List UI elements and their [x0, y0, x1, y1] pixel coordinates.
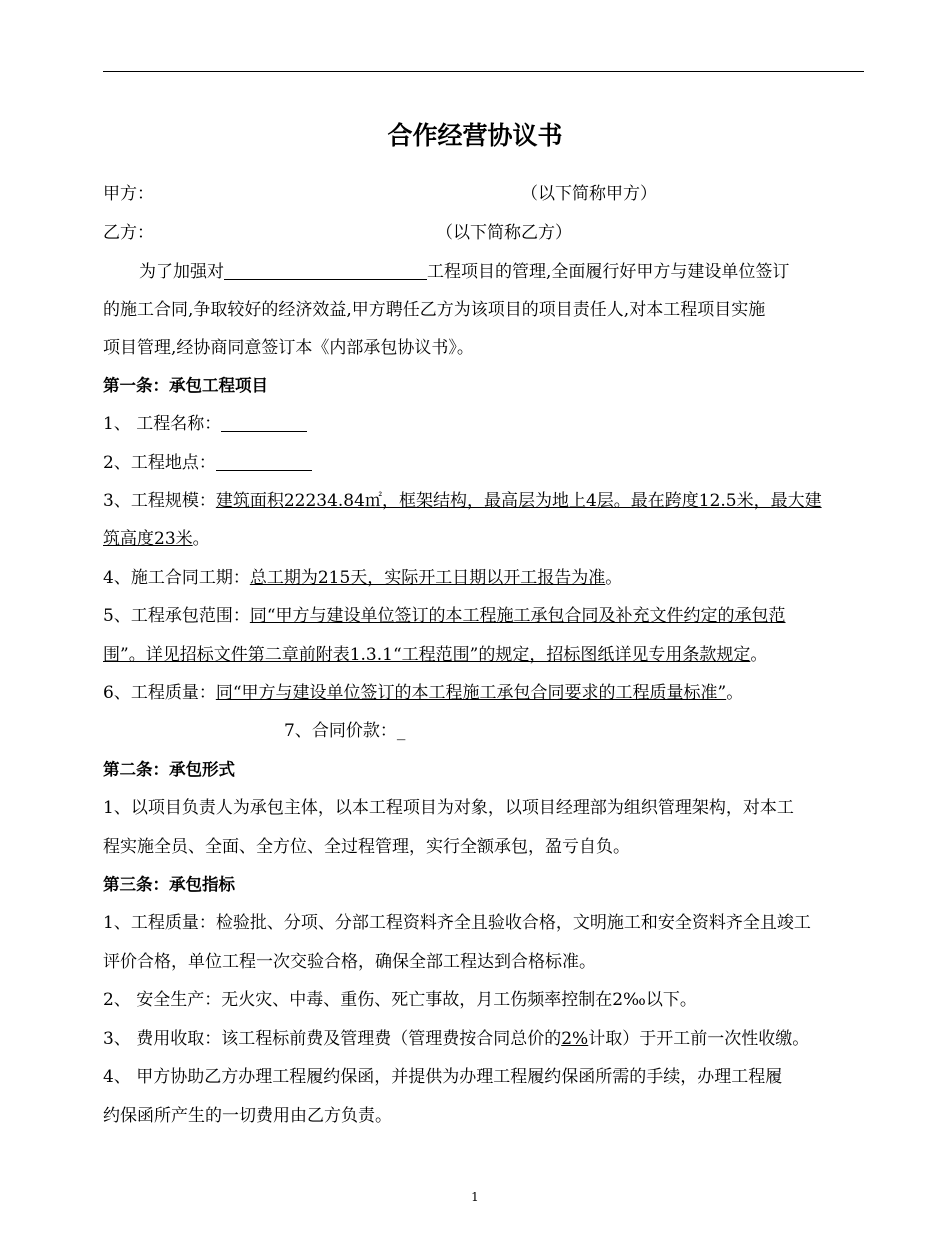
item-label: 1、 工程名称：: [103, 414, 222, 434]
article-1-item-5-line-1: [103, 604, 786, 628]
article-1-item-6: [103, 681, 743, 705]
item-label: 4、施工合同工期：: [103, 568, 250, 588]
item-value: 总工期为215天，实际开工日期以开工报告为准: [249, 568, 606, 588]
project-name-field: [221, 414, 307, 432]
item-value: 同“甲方与建设单位签订的本工程施工承包合同要求的工程质量标准”: [215, 683, 727, 703]
article-1-item-7: 7、合同价款：_: [284, 721, 406, 741]
item-value: 建筑面积22234.84㎡，框架结构，最高层为地上4层。最在跨度12.5米，最大建: [215, 491, 822, 511]
article-1-item-1: [103, 412, 307, 436]
article-3-heading: 第三条：承包指标: [103, 875, 235, 894]
article-2-item-1-line-1: 1、以项目负责人为承包主体，以本工程项目为对象，以项目经理部为组织管理架构，对本工: [103, 798, 794, 818]
article-1-item-3-line-1: [103, 489, 822, 513]
party-b-note: （以下简称乙方）: [436, 223, 572, 243]
item-label: 3、工程规模：: [103, 491, 216, 511]
document-title: 合作经营协议书: [387, 121, 563, 150]
fee-rate: 2%: [561, 1029, 589, 1049]
item-text: 3、 费用收取：该工程标前费及管理费（管理费按合同总价的: [103, 1029, 562, 1049]
article-1-item-2: [103, 451, 312, 475]
page-number: 1: [471, 1190, 479, 1204]
article-1-heading: 第一条：承包工程项目: [103, 376, 268, 395]
item-punct: 。: [726, 683, 744, 703]
item-label: 5、工程承包范围：: [103, 606, 250, 626]
article-3-item-4-line-2: 约保函所产生的一切费用由乙方负责。: [103, 1106, 392, 1126]
preamble-line-1: [139, 260, 789, 284]
item-value: 围”。详见招标文件第二章前附表1.3.1“工程范围”的规定，招标图纸详见专用条款规定: [103, 645, 751, 665]
article-1-item-5-line-2: [103, 643, 767, 667]
article-2-heading: 第二条：承包形式: [103, 760, 235, 779]
item-value: 筑高度23米: [103, 529, 193, 549]
preamble-line-2: 的施工合同,争取较好的经济效益,甲方聘任乙方为该项目的项目责任人,对本工程项目实施: [103, 300, 766, 320]
preamble-line-3: 项目管理,经协商同意签订本《内部承包协议书》。: [103, 338, 474, 358]
project-location-field: [216, 453, 312, 471]
article-3-item-1-line-1: 1、工程质量：检验批、分项、分部工程资料齐全且验收合格，文明施工和安全资料齐全且竣工: [103, 913, 811, 933]
article-1-item-4: [103, 566, 622, 590]
item-punct: 。: [750, 645, 768, 665]
article-2-item-1-line-2: 程实施全员、全面、全方位、全过程管理，实行全额承包，盈亏自负。: [103, 837, 630, 857]
item-punct: 。: [192, 529, 210, 549]
header-rule: [103, 71, 864, 72]
article-1-item-3-line-2: [103, 527, 210, 551]
party-a-label: 甲方：: [103, 184, 154, 204]
item-punct: 。: [605, 568, 623, 588]
party-b-line: [103, 221, 572, 245]
preamble-text: 工程项目的管理,全面履行好甲方与建设单位签订: [427, 262, 790, 282]
item-label: 6、工程质量：: [103, 683, 216, 703]
party-a-note: （以下简称甲方）: [521, 184, 657, 204]
item-text: 计取）于开工前一次性收缴。: [588, 1029, 810, 1049]
article-3-item-1-line-2: 评价合格，单位工程一次交验合格，确保全部工程达到合格标准。: [103, 952, 596, 972]
article-3-item-3: [103, 1027, 809, 1051]
article-3-item-4-line-1: 4、 甲方协助乙方办理工程履约保函，并提供为办理工程履约保函所需的手续，办理工程履: [103, 1067, 783, 1087]
item-label: 2、工程地点：: [103, 453, 216, 473]
article-3-item-2: 2、 安全生产：无火灾、中毒、重伤、死亡事故，月工伤频率控制在2‰以下。: [103, 990, 697, 1010]
party-a-line: [103, 182, 657, 206]
item-value: 同“甲方与建设单位签订的本工程施工承包合同及补充文件约定的承包范: [249, 606, 786, 626]
project-name-blank: [224, 262, 427, 280]
preamble-text: 为了加强对: [139, 262, 224, 282]
party-b-label: 乙方：: [103, 223, 154, 243]
